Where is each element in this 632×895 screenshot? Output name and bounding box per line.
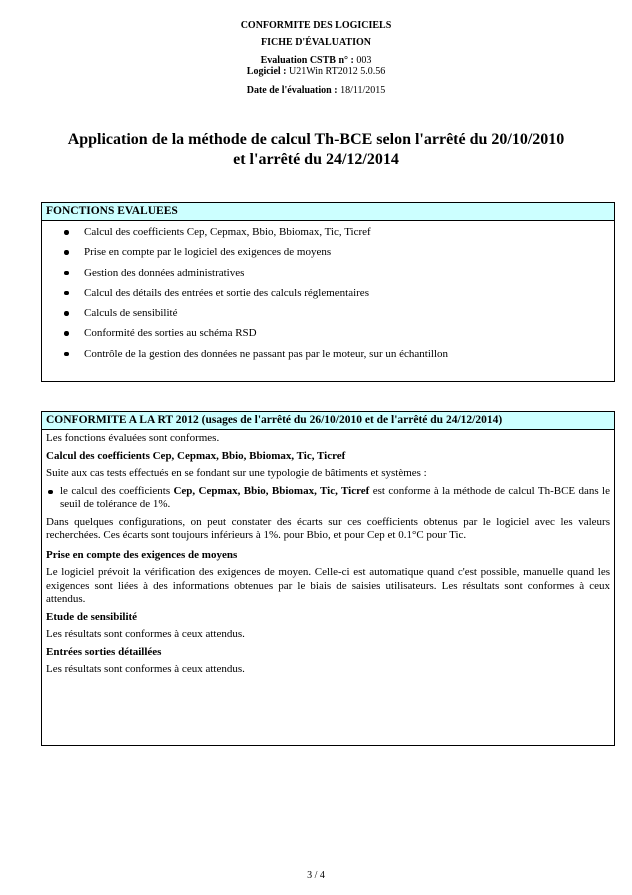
list-item-text: Prise en compte par le logiciel des exigences de moyens (84, 246, 332, 259)
section-paragraph: Dans quelques configurations, on peut constater des écarts sur ces coefficients obtenus par le logiciel avec les valeurs recherchées. Ces écarts sont toujours inférieurs à 1%. pour Bbio, et pour Cep et 0.1°C pour Tic. (46, 515, 610, 541)
date-value: 18/11/2015 (337, 85, 386, 96)
bullet-icon (64, 271, 69, 276)
conformite-heading: CONFORMITE A LA RT 2012 (usages de l'arrêté du 26/10/2010 et de l'arrêté du 24/12/2014) (42, 412, 614, 430)
bullet-icon (64, 230, 69, 235)
logiciel-label: Logiciel : (246, 66, 287, 77)
logiciel-value: U21Win RT2012 5.0.56 (286, 66, 386, 77)
conformite-box (41, 411, 615, 746)
section-paragraph: Suite aux cas tests effectués en se fondant sur une typologie de bâtiments et systèmes : (46, 467, 427, 479)
list-item-text: Gestion des données administratives (84, 266, 245, 279)
bullet-icon (64, 250, 69, 255)
list-item (42, 266, 614, 280)
header-subtitle: FICHE D'ÉVALUATION (261, 37, 371, 48)
section-paragraph: Le logiciel prévoit la vérification des exigences de moyen. Celle-ci est automatique quand c'est possible, manuelle quand les exigences sont liées à des informations obtenues par le biais de saisies utilisateurs. Les résultats sont conformes à ceux attendus. (46, 566, 610, 605)
conformite-intro: Les fonctions évaluées sont conformes. (46, 432, 220, 444)
eval-value: 003 (353, 55, 372, 66)
list-item-text: Contrôle de la gestion des données ne passant pas par le moteur, sur un échantillon (84, 347, 448, 360)
evaluation-date (0, 85, 632, 97)
bullet-icon (64, 291, 69, 296)
logiciel (0, 66, 632, 78)
bullet-text-c: est conforme à la méthode de calcul Th-BCE dans le seuil de tolérance de 1%. (60, 484, 610, 510)
page-title-line1: Application de la méthode de calcul Th-BCE selon l'arrêté du 20/10/2010 (67, 131, 565, 148)
section-paragraph: Les résultats sont conformes à ceux attendus. (46, 628, 245, 640)
section-title-coefficients: Calcul des coefficients Cep, Cepmax, Bbio, Bbiomax, Tic, Ticref (46, 449, 346, 462)
fonctions-heading: FONCTIONS EVALUEES (42, 203, 614, 221)
list-item-text: Calculs de sensibilité (84, 307, 178, 320)
section-title-sensibilite: Etude de sensibilité (46, 610, 138, 623)
bullet-icon (64, 352, 69, 357)
fonctions-list (42, 225, 614, 361)
list-item-text: Conformité des sorties au schéma RSD (84, 327, 257, 340)
bullet-text-bold: Cep, Cepmax, Bbio, Bbiomax, Tic, Ticref (173, 484, 370, 497)
section-title-exigences: Prise en compte des exigences de moyens (46, 548, 238, 561)
conformite-body (42, 430, 614, 677)
eval-label: Evaluation CSTB n° : (260, 55, 354, 66)
date-label: Date de l'évaluation : (246, 85, 338, 96)
fonctions-evaluees-box (41, 202, 615, 382)
list-item (42, 286, 614, 300)
list-item (42, 347, 614, 361)
list-item-text: Calcul des détails des entrées et sortie des calculs réglementaires (84, 286, 369, 299)
bullet-icon (64, 331, 69, 336)
bullet-icon (48, 490, 53, 495)
section-paragraph: Les résultats sont conformes à ceux attendus. (46, 663, 245, 675)
page-title-line2: et l'arrêté du 24/12/2014 (233, 151, 399, 168)
bullet-text-a: le calcul des coefficients (60, 484, 174, 497)
bullet-icon (64, 311, 69, 316)
list-item (42, 225, 614, 239)
coefficients-bullet (46, 485, 610, 512)
list-item-text: Calcul des coefficients Cep, Cepmax, Bbio, Bbiomax, Tic, Ticref (84, 226, 371, 238)
list-item (42, 245, 614, 259)
header-title: CONFORMITE DES LOGICIELS (240, 20, 392, 31)
page-number: 3 / 4 (307, 870, 325, 881)
list-item (42, 306, 614, 320)
page-title (0, 130, 632, 170)
section-title-entrees-sorties: Entrées sorties détaillées (46, 645, 162, 658)
list-item (42, 326, 614, 340)
